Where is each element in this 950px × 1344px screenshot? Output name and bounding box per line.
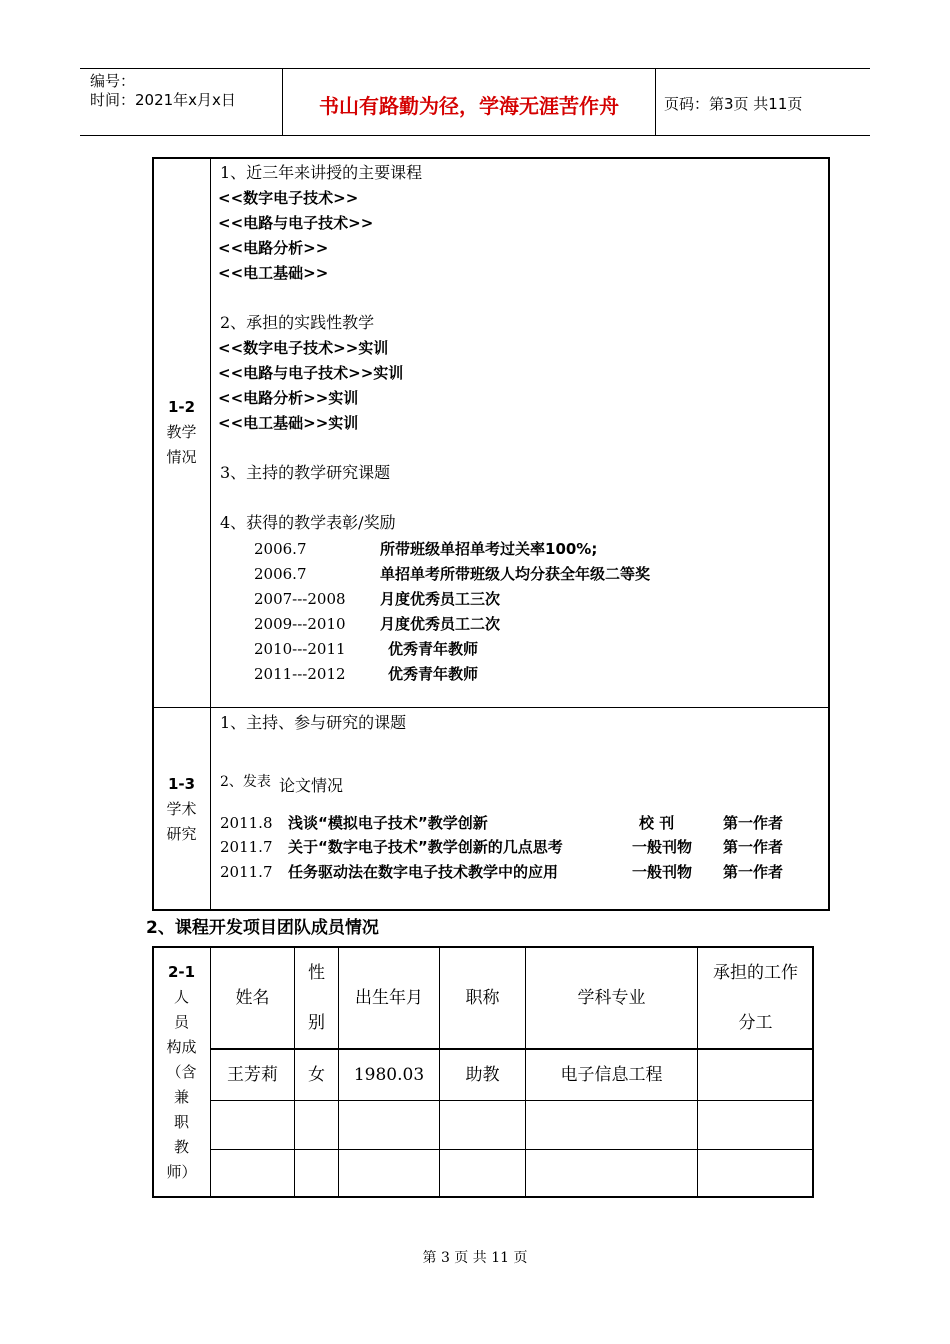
paper-title: 任务驱动法在数字电子技术教学中的应用 bbox=[288, 863, 559, 881]
paper-title: 浅谈“模拟电子技术”教学创新 bbox=[288, 814, 488, 832]
practice-title: 2、承担的实践性教学 bbox=[220, 313, 375, 332]
course-item: <<电工基础>> bbox=[218, 264, 329, 282]
header-duty-1: 承担的工作 bbox=[713, 963, 798, 983]
academic-label-line1: 学术 bbox=[166, 800, 197, 818]
paper-journal: 一般刊物 bbox=[632, 838, 693, 856]
team-header-rule bbox=[211, 1048, 813, 1050]
section1-row-divider bbox=[153, 707, 829, 708]
header-divider-right bbox=[655, 68, 656, 136]
paper-role: 第一作者 bbox=[723, 838, 784, 856]
member-title: 助教 bbox=[465, 1065, 500, 1085]
team-row-rule bbox=[211, 1149, 813, 1150]
team-label-char: 员 bbox=[173, 1013, 189, 1031]
award-year: 2006.7 bbox=[254, 540, 307, 558]
header-top-rule bbox=[80, 68, 870, 69]
paper-role: 第一作者 bbox=[723, 814, 784, 832]
course-item: <<电路与电子技术>> bbox=[218, 214, 374, 232]
course-item: <<数字电子技术>> bbox=[218, 189, 359, 207]
team-label bbox=[153, 960, 210, 1185]
award-year: 2011---2012 bbox=[254, 665, 346, 683]
paper-date: 2011.8 bbox=[220, 814, 273, 832]
academic-label bbox=[153, 772, 210, 847]
team-label-char: 教 bbox=[173, 1138, 189, 1156]
courses-title: 1、近三年来讲授的主要课程 bbox=[220, 163, 423, 182]
paper-date: 2011.7 bbox=[220, 838, 273, 856]
practice-item: <<电路与电子技术>>实训 bbox=[218, 364, 404, 382]
team-section-title: 2、课程开发项目团队成员情况 bbox=[146, 918, 379, 938]
header-name: 姓名 bbox=[235, 988, 270, 1008]
header-bottom-rule bbox=[80, 135, 870, 136]
award-text: 单招单考所带班级人均分获全年级二等奖 bbox=[380, 565, 651, 583]
page-footer: 第 3 页 共 11 页 bbox=[422, 1250, 528, 1266]
teaching-label-line1: 教学 bbox=[166, 423, 197, 441]
course-item: <<电路分析>> bbox=[218, 239, 329, 257]
member-major: 电子信息工程 bbox=[560, 1065, 663, 1085]
section1-label-divider bbox=[210, 158, 211, 910]
member-birth: 1980.03 bbox=[353, 1065, 425, 1085]
header-gender-1: 性 bbox=[308, 963, 325, 983]
award-text: 月度优秀员工三次 bbox=[380, 590, 501, 608]
award-text: 优秀青年教师 bbox=[388, 640, 479, 658]
award-year: 2007---2008 bbox=[254, 590, 346, 608]
header-birth: 出生年月 bbox=[355, 988, 423, 1008]
member-name: 王芳莉 bbox=[227, 1065, 278, 1085]
team-label-char: （含 bbox=[166, 1063, 197, 1081]
awards-title: 4、获得的教学表彰/奖励 bbox=[220, 513, 396, 532]
award-year: 2010---2011 bbox=[254, 640, 346, 658]
team-label-char: 兼 bbox=[173, 1088, 189, 1106]
award-text: 优秀青年教师 bbox=[388, 665, 479, 683]
paper-role: 第一作者 bbox=[723, 863, 784, 881]
doc-date-label: 时间：2021年x月x日 bbox=[90, 91, 236, 109]
practice-item: <<数字电子技术>>实训 bbox=[218, 339, 389, 357]
paper-date: 2011.7 bbox=[220, 863, 273, 881]
projects-title: 1、主持、参与研究的课题 bbox=[220, 713, 407, 732]
papers-title-suffix: 论文情况 bbox=[279, 776, 344, 795]
team-row-rule bbox=[211, 1100, 813, 1101]
header-motto: 书山有路勤为径，学海无涯苦作舟 bbox=[319, 94, 619, 118]
team-label-char: 构成 bbox=[166, 1038, 197, 1056]
award-text: 月度优秀员工二次 bbox=[380, 615, 501, 633]
academic-label-line2: 研究 bbox=[166, 825, 197, 843]
teaching-label bbox=[153, 395, 210, 470]
header-duty-2: 分工 bbox=[738, 1013, 773, 1033]
teaching-label-num: 1-2 bbox=[167, 398, 196, 416]
team-label-char: 人 bbox=[173, 988, 189, 1006]
paper-journal: 一般刊物 bbox=[632, 863, 693, 881]
header-major: 学科专业 bbox=[577, 988, 646, 1008]
award-year: 2006.7 bbox=[254, 565, 307, 583]
doc-number-label: 编号： bbox=[90, 72, 136, 90]
header-title: 职称 bbox=[465, 988, 500, 1008]
paper-journal: 校 刊 bbox=[639, 814, 675, 832]
research-title: 3、主持的教学研究课题 bbox=[220, 463, 391, 482]
papers-title-prefix: 2、发表 bbox=[220, 774, 271, 790]
award-year: 2009---2010 bbox=[254, 615, 346, 633]
team-label-char: 职 bbox=[173, 1113, 189, 1131]
member-gender: 女 bbox=[308, 1065, 325, 1085]
paper-title: 关于“数字电子技术”教学创新的几点思考 bbox=[288, 838, 563, 856]
team-label-char: 师） bbox=[166, 1163, 197, 1181]
practice-item: <<电工基础>>实训 bbox=[218, 414, 359, 432]
award-text: 所带班级单招单考过关率100%; bbox=[380, 540, 598, 558]
academic-label-num: 1-3 bbox=[167, 775, 196, 793]
team-label-num: 2-1 bbox=[167, 963, 196, 981]
teaching-label-line2: 情况 bbox=[166, 448, 197, 466]
header-page-info: 页码：第3页 共11页 bbox=[664, 95, 803, 113]
header-gender-2: 别 bbox=[308, 1013, 325, 1033]
practice-item: <<电路分析>>实训 bbox=[218, 389, 359, 407]
